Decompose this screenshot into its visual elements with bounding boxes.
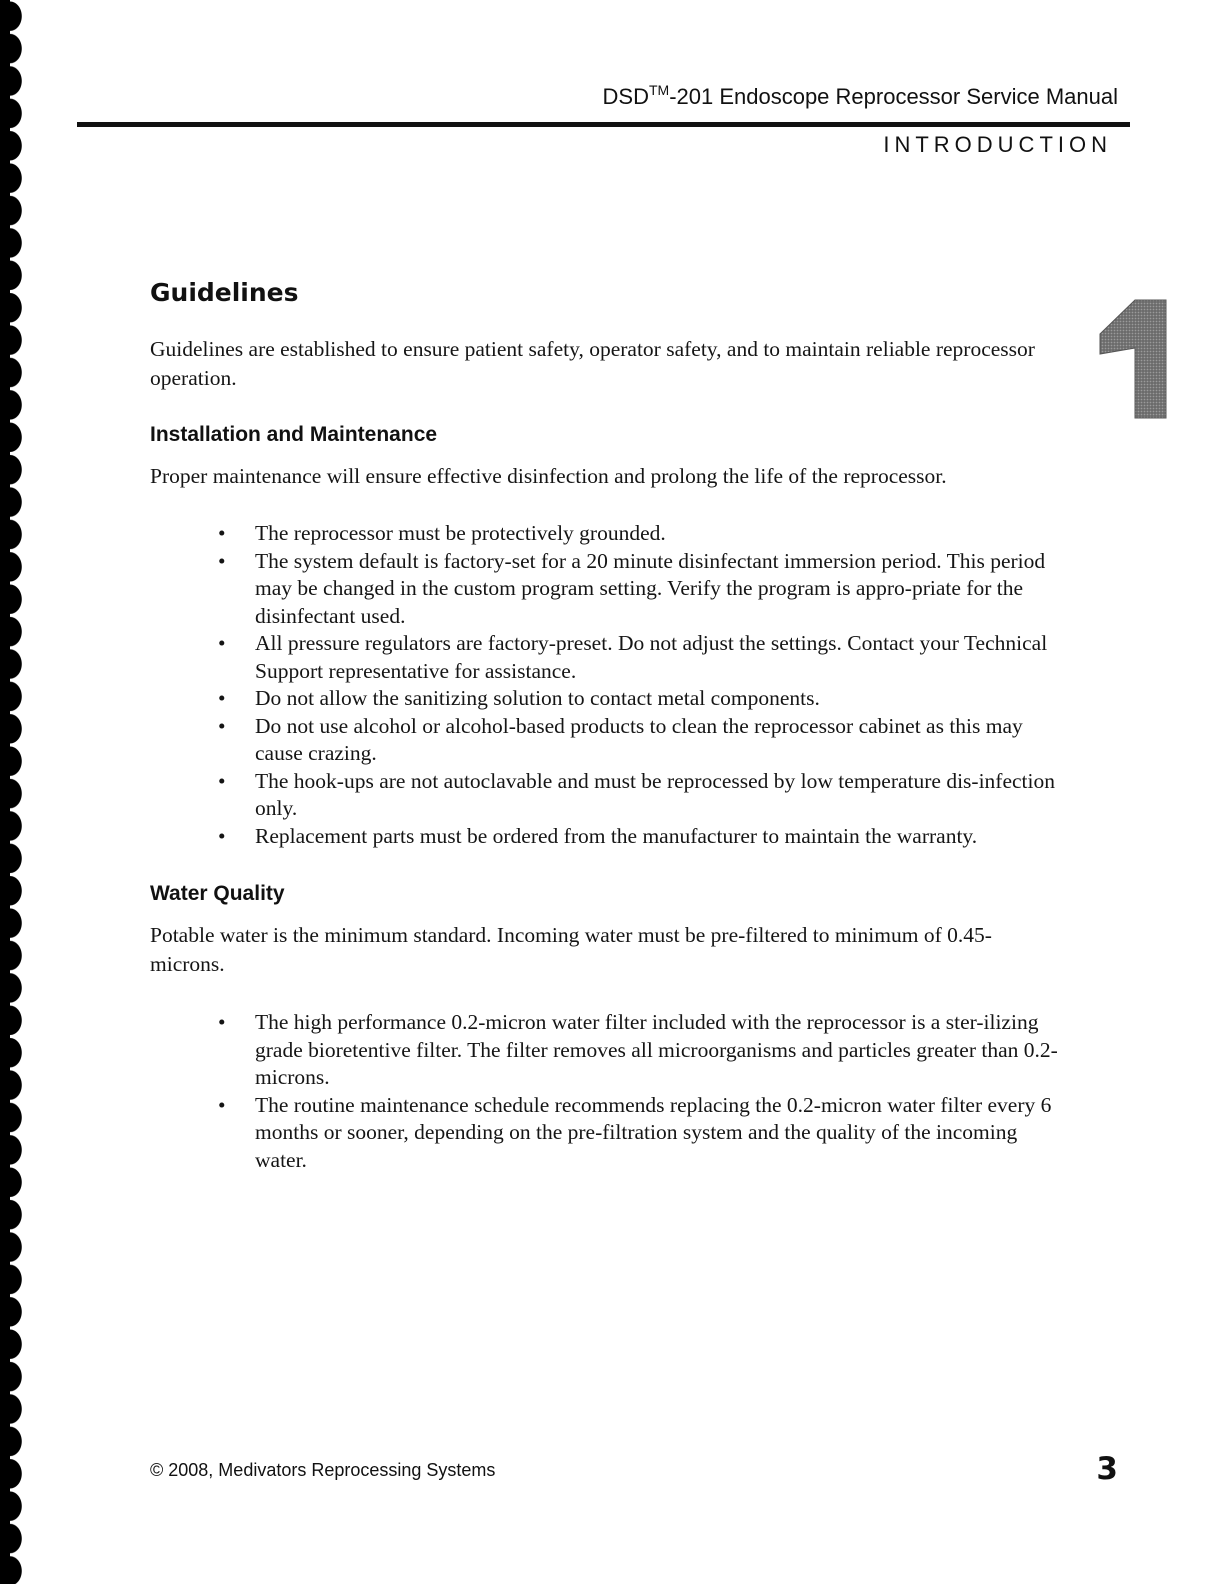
bullet-icon: • — [218, 713, 226, 738]
installation-intro: Proper maintenance will ensure effective disinfection and prolong the life of the reprocessor. — [150, 464, 947, 488]
section-label: INTRODUCTION — [883, 132, 1112, 157]
header-rule — [77, 122, 1130, 127]
list-item — [214, 630, 1074, 685]
bullet-icon: • — [218, 768, 226, 793]
bullet-icon: • — [218, 823, 226, 848]
list-item-text: All pressure regulators are factory-preset. Do not adjust the settings. Contact your Technical Support representative for assistance. — [255, 631, 1048, 683]
list-item — [214, 1092, 1074, 1175]
bullet-icon: • — [218, 548, 226, 573]
intro-paragraph: Guidelines are established to ensure patient safety, operator safety, and to maintain reliable reprocessor operation. — [150, 337, 1035, 390]
list-item — [214, 685, 1074, 713]
list-item — [214, 1009, 1074, 1092]
installation-bullet-list — [214, 520, 1074, 850]
list-item-text: Do not allow the sanitizing solution to contact metal components. — [255, 686, 820, 710]
chapter-number-tab — [1092, 296, 1176, 422]
water-quality-heading: Water Quality — [150, 882, 285, 905]
chapter-number-shape — [1100, 300, 1166, 418]
list-item-text: The hook-ups are not autoclavable and must be reprocessed by low temperature dis-infection only. — [255, 768, 1056, 820]
list-item-text: Do not use alcohol or alcohol-based products to clean the reprocessor cabinet as this may cause crazing. — [255, 713, 1023, 765]
list-item-text: The system default is factory-set for a 20 minute disinfectant immersion period. This period may be changed in the custom program setting. Verify the program is appro-priate for the disinfectant used. — [255, 548, 1046, 628]
water-quality-bullet-list — [214, 1009, 1074, 1174]
bullet-icon: • — [218, 686, 226, 710]
installation-heading: Installation and Maintenance — [150, 423, 438, 446]
bullet-icon: • — [218, 1092, 226, 1117]
running-header — [603, 84, 1118, 110]
list-item-text: Replacement parts must be ordered from the manufacturer to maintain the warranty. — [255, 823, 978, 848]
list-item — [214, 713, 1074, 768]
bullet-icon: • — [218, 1010, 226, 1034]
list-item-text: The reprocessor must be protectively grounded. — [255, 521, 666, 545]
product-title: -201 Endoscope Reprocessor Service Manual — [669, 84, 1118, 109]
list-item — [214, 520, 1074, 548]
list-item-text: The routine maintenance schedule recommends replacing the 0.2-micron water filter every 6 months or sooner, depending on the pre-filtration system and the quality of the incoming water. — [255, 1092, 1052, 1172]
page-number: 3 — [1096, 1451, 1118, 1487]
list-item-text: The high performance 0.2-micron water filter included with the reprocessor is a ster-ilizing grade bioretentive filter. The filter removes all microorganisms and particles greater than 0.2-microns. — [255, 1010, 1058, 1089]
bullet-icon: • — [218, 521, 226, 545]
bullet-icon: • — [218, 631, 226, 655]
page-title: Guidelines — [150, 278, 299, 307]
water-quality-intro: Potable water is the minimum standard. Incoming water must be pre-filtered to minimum of 0.45-microns. — [150, 923, 992, 976]
copyright-footer: © 2008, Medivators Reprocessing Systems — [150, 1460, 496, 1480]
list-item — [214, 768, 1074, 823]
list-item — [214, 548, 1074, 631]
list-item — [214, 823, 1074, 851]
trademark-mark: TM — [648, 82, 670, 98]
product-prefix: DSD — [602, 84, 649, 109]
